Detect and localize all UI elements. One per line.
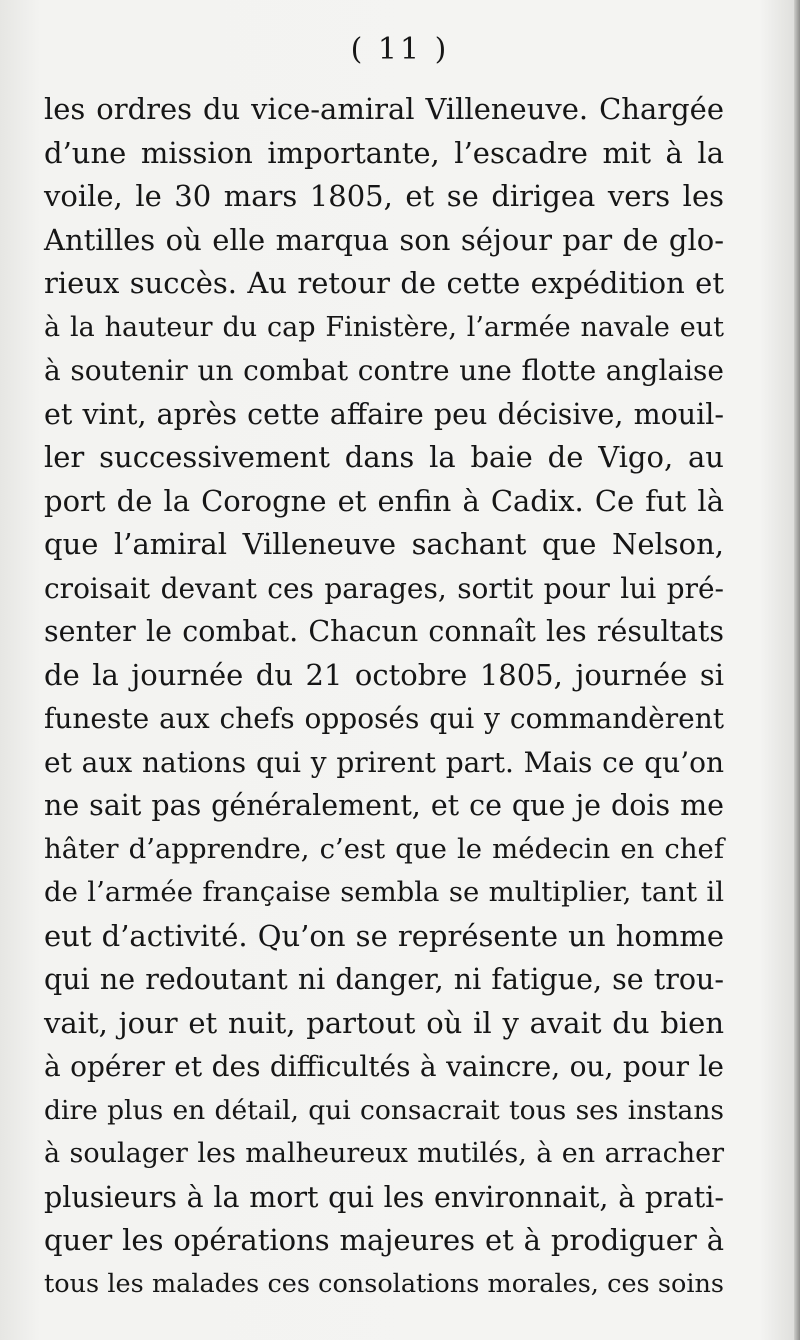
text-line: à opérer et des difficultés à vaincre, ou, pour le xyxy=(44,1050,724,1083)
text-line: à la hauteur du cap Finistère, l’armée navale eut xyxy=(44,311,724,343)
text-line: de l’armée française sembla se multiplier, tant il xyxy=(44,876,724,908)
text-line: ler successivement dans la baie de Vigo, au xyxy=(44,440,724,474)
text-line: à soutenir un combat contre une flotte anglaise xyxy=(44,354,724,387)
text-line: eut d’activité. Qu’on se représente un homme xyxy=(44,918,724,953)
text-line: hâter d’apprendre, c’est que le médecin en chef xyxy=(44,832,724,865)
text-line: ne sait pas généralement, et ce que je dois me xyxy=(44,789,724,822)
text-line: les ordres du vice-amiral Villeneuve. Chargée xyxy=(44,92,724,126)
text-line: à soulager les malheureux mutilés, à en arracher xyxy=(44,1138,724,1169)
text-line: d’une mission importante, l’escadre mit à la xyxy=(44,135,724,170)
page-edge-shadow xyxy=(794,0,800,1340)
page-number: ( 11 ) xyxy=(350,32,450,67)
text-line: quer les opérations majeures et à prodiguer à xyxy=(44,1223,724,1257)
text-line: et aux nations qui y prirent part. Mais ce qu’on xyxy=(44,745,724,779)
text-line: tous les malades ces consolations morales, ces soins xyxy=(44,1268,724,1299)
text-line: voile, le 30 mars 1805, et se dirigea vers les xyxy=(44,179,724,213)
text-line: vait, jour et nuit, partout où il y avait du bien xyxy=(44,1005,724,1040)
text-line: de la journée du 21 octobre 1805, journée si xyxy=(44,657,724,692)
text-line: dire plus en détail, qui consacrait tous ses instans xyxy=(44,1094,724,1126)
text-line: Antilles où elle marqua son séjour par de glo- xyxy=(44,222,724,257)
text-line: rieux succès. Au retour de cette expédition et xyxy=(44,266,724,300)
text-line: funeste aux chefs opposés qui y commandèrent xyxy=(44,702,724,735)
text-line: plusieurs à la mort qui les environnait, à prati- xyxy=(44,1180,724,1214)
text-line: port de la Corogne et enfin à Cadix. Ce fut là xyxy=(44,483,724,518)
text-line: et vint, après cette affaire peu décisive, mouil- xyxy=(44,397,724,431)
text-line: senter le combat. Chacun connaît les résultats xyxy=(44,615,724,648)
body-text xyxy=(44,88,724,1306)
text-line: qui ne redoutant ni danger, ni fatigue, se trou- xyxy=(44,963,724,996)
text-line: croisait devant ces parages, sortit pour lui pré- xyxy=(44,571,724,605)
text-line: que l’amiral Villeneuve sachant que Nelson, xyxy=(44,527,724,561)
